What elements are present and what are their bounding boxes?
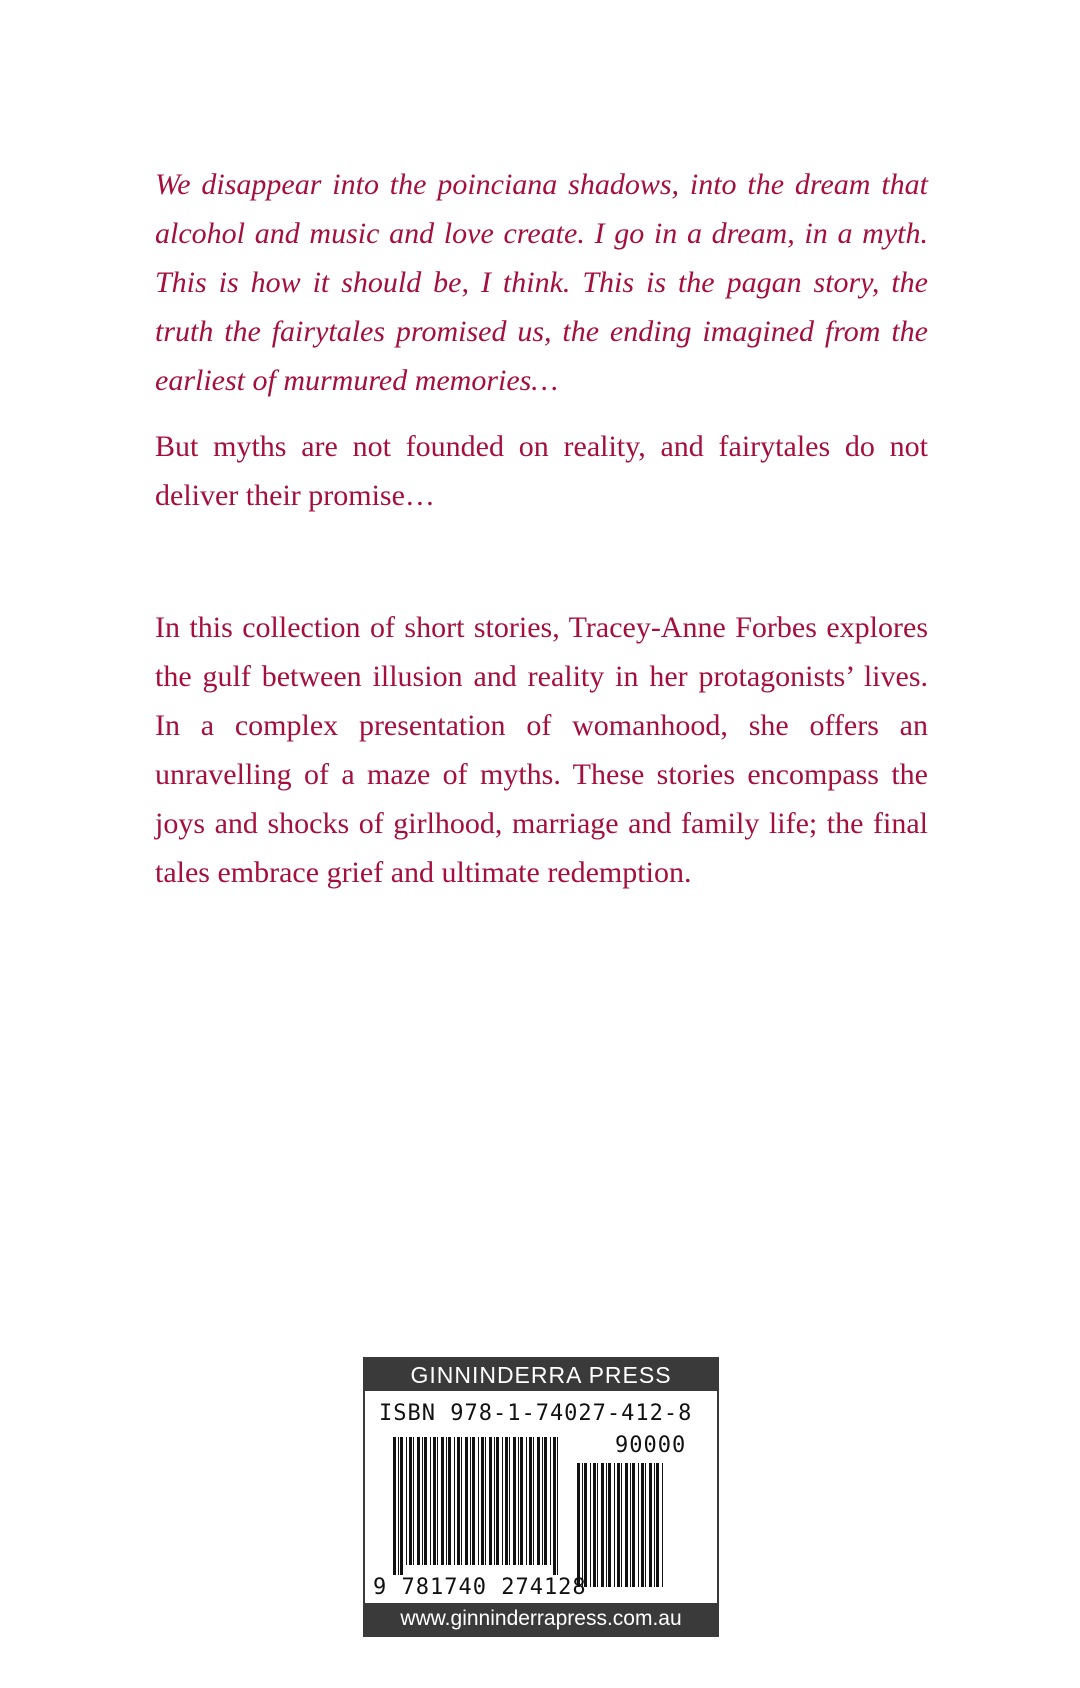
excerpt-italic: We disappear into the poinciana shadows, into the dream that alcohol and music and love create. I go in a dream, in a myth. This is how it should be, I think. This is the pagan story, the truth the fairytales promised us, the ending imagined from the earliest of murmured memories… [155, 168, 928, 397]
barcode-icon [365, 1359, 717, 1605]
publisher-website: www.ginninderrapress.com.au [365, 1603, 717, 1635]
excerpt-closing: But myths are not founded on reality, and fairytales do not deliver their promise… [155, 430, 928, 512]
barcode-digits: 9 781740 274128 [373, 1575, 587, 1600]
publisher-name: GINNINDERRA PRESS [365, 1359, 717, 1391]
isbn-text: ISBN 978-1-74027-412-8 [379, 1401, 693, 1426]
barcode-panel [363, 1357, 719, 1637]
price-addon-code: 90000 [615, 1433, 687, 1458]
book-blurb: In this collection of short stories, Tracey-Anne Forbes explores the gulf between illusion and reality in her protagonists’ lives. In a complex presentation of womanhood, she offers an unravelling of a maze of myths. These stories encompass the joys and shocks of girlhood, marriage and family life; the final tales embrace grief and ultimate redemption. [155, 611, 928, 889]
